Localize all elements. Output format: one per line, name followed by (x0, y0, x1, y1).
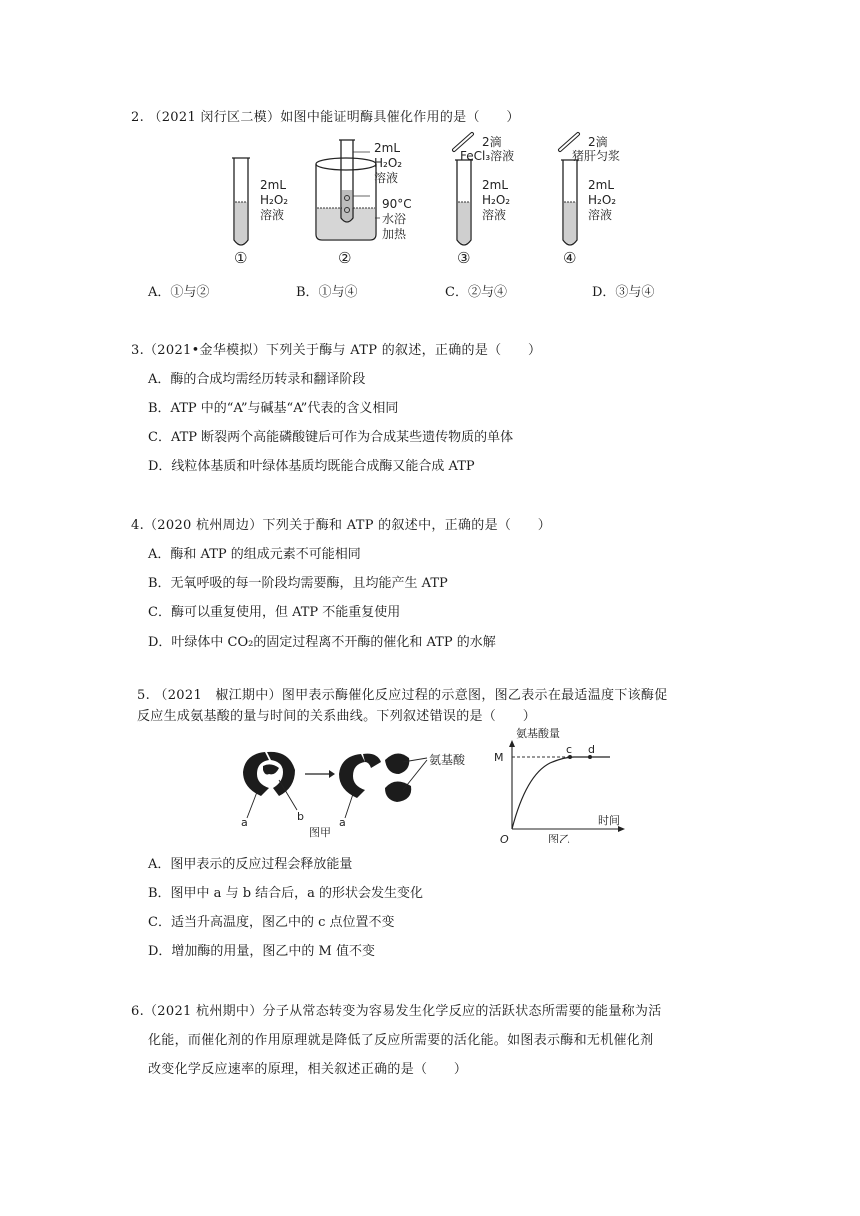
t2-label-heat: 加热 (382, 227, 407, 241)
label-m: M (494, 751, 504, 764)
q5-stem-line2: 反应生成氨基酸的量与时间的关系曲线。下列叙述错误的是（ ） (137, 709, 537, 724)
q4-option-c[interactable]: C．酶可以重复使用，但 ATP 不能重复使用 (148, 605, 401, 620)
t2-label-solution: 溶液 (374, 171, 399, 185)
t1-label-solution: 溶液 (260, 208, 285, 222)
t2-label-h2o2: H₂O₂ (374, 156, 403, 170)
reaction-arrow-icon (305, 770, 335, 778)
q3-option-c[interactable]: C．ATP 断裂两个高能磷酸键后可作为合成某些遗传物质的单体 (148, 430, 514, 445)
label-b: b (297, 810, 304, 823)
q2-stem: 2. （2021 闵行区二模）如图中能证明酶具催化作用的是（ ） (131, 110, 520, 125)
q2-option-b[interactable]: B．①与④ (296, 285, 358, 300)
figure-number-2: ② (338, 249, 352, 267)
q6-line3: 改变化学反应速率的原理，相关叙述正确的是（ ） (148, 1062, 468, 1077)
q4-option-b[interactable]: B．无氧呼吸的每一阶段均需要酶，且均能产生 ATP (148, 576, 448, 591)
t1-label-h2o2: H₂O₂ (260, 193, 289, 207)
q4-option-d[interactable]: D．叶绿体中 CO₂的固定过程离不开酶的催化和 ATP 的水解 (148, 635, 496, 650)
q2-option-a[interactable]: A．①与② (148, 285, 210, 300)
figure-number-3: ③ (457, 249, 471, 267)
q3-option-d[interactable]: D．线粒体基质和叶绿体基质均既能合成酶又能合成 ATP (148, 459, 475, 474)
figure-number-1: ① (234, 249, 248, 267)
t4-label-h2o2: H₂O₂ (588, 193, 617, 207)
t4-drop-count: 2滴 (588, 135, 608, 149)
label-a-2: a (339, 816, 346, 829)
q2-figure (220, 130, 640, 270)
label-d: d (588, 743, 595, 756)
q3-stem: 3.（2021•金华模拟）下列关于酶与 ATP 的叙述，正确的是（ ） (131, 343, 542, 358)
t2-label-volume: 2mL (374, 141, 401, 155)
label-amino-acid: 氨基酸 (429, 753, 465, 767)
q2-option-d[interactable]: D．③与④ (592, 285, 655, 300)
dropper-4-icon (560, 134, 578, 150)
t4-label-solution: 溶液 (588, 208, 613, 222)
q5-option-a[interactable]: A．图甲表示的反应过程会释放能量 (148, 857, 353, 872)
axis-label-y: 氨基酸量 (516, 727, 560, 740)
q6-line2: 化能，而催化剂的作用原理就是降低了反应所需要的活化能。如图表示酶和无机催化剂 (148, 1033, 654, 1048)
q5-option-b[interactable]: B．图甲中 a 与 b 结合后，a 的形状会发生变化 (148, 886, 424, 901)
q6-line1: 6.（2021 杭州期中）分子从常态转变为容易发生化学反应的活跃状态所需要的能量称为活 (131, 1004, 662, 1019)
q4-option-a[interactable]: A．酶和 ATP 的组成元素不可能相同 (148, 547, 361, 562)
dropper-3-icon (454, 134, 472, 150)
q5-option-c[interactable]: C．适当升高温度，图乙中的 c 点位置不变 (148, 915, 395, 930)
t4-drop-reagent: 猪肝匀浆 (572, 149, 621, 163)
enzyme-substrate-complex (243, 752, 295, 796)
product-curve (512, 757, 610, 829)
q3-option-b[interactable]: B．ATP 中的“A”与碱基“A”代表的含义相同 (148, 401, 399, 416)
label-origin: O (500, 833, 509, 843)
caption-jia: 图甲 (309, 826, 331, 839)
amino-acid-products (385, 753, 411, 802)
q2-option-c[interactable]: C．②与④ (445, 285, 507, 300)
t2-label-waterbath: 水浴 (382, 212, 407, 226)
caption-yi: 图乙 (548, 833, 570, 843)
q5-figure-yi (490, 725, 640, 843)
water-bath-beaker (316, 140, 380, 240)
q5-stem-line1: 5. （2021 椒江期中）图甲表示酶催化反应过程的示意图，图乙表示在最适温度下该酶促 (137, 688, 668, 703)
axis-label-x: 时间 (598, 814, 620, 827)
q5-figure-jia (235, 740, 465, 840)
label-a: a (241, 816, 248, 829)
t1-label-volume: 2mL (260, 178, 287, 192)
t3-label-h2o2: H₂O₂ (482, 193, 511, 207)
t3-label-solution: 溶液 (482, 208, 507, 222)
q5-option-d[interactable]: D．增加酶的用量，图乙中的 M 值不变 (148, 944, 375, 959)
t3-label-volume: 2mL (482, 178, 509, 192)
t3-drop-count: 2滴 (482, 135, 502, 149)
test-tube-1 (232, 158, 250, 245)
q3-option-a[interactable]: A．酶的合成均需经历转录和翻译阶段 (148, 372, 366, 387)
t4-label-volume: 2mL (588, 178, 615, 192)
q4-stem: 4.（2020 杭州周边）下列关于酶和 ATP 的叙述中，正确的是（ ） (131, 518, 552, 533)
test-tube-4 (561, 160, 579, 245)
t2-label-temp: 90°C (382, 197, 412, 211)
enzyme-free (339, 754, 381, 798)
label-c: c (566, 743, 573, 756)
figure-number-4: ④ (563, 249, 577, 267)
test-tube-3 (455, 160, 473, 245)
t3-drop-reagent: FeCl₃溶液 (460, 149, 515, 163)
